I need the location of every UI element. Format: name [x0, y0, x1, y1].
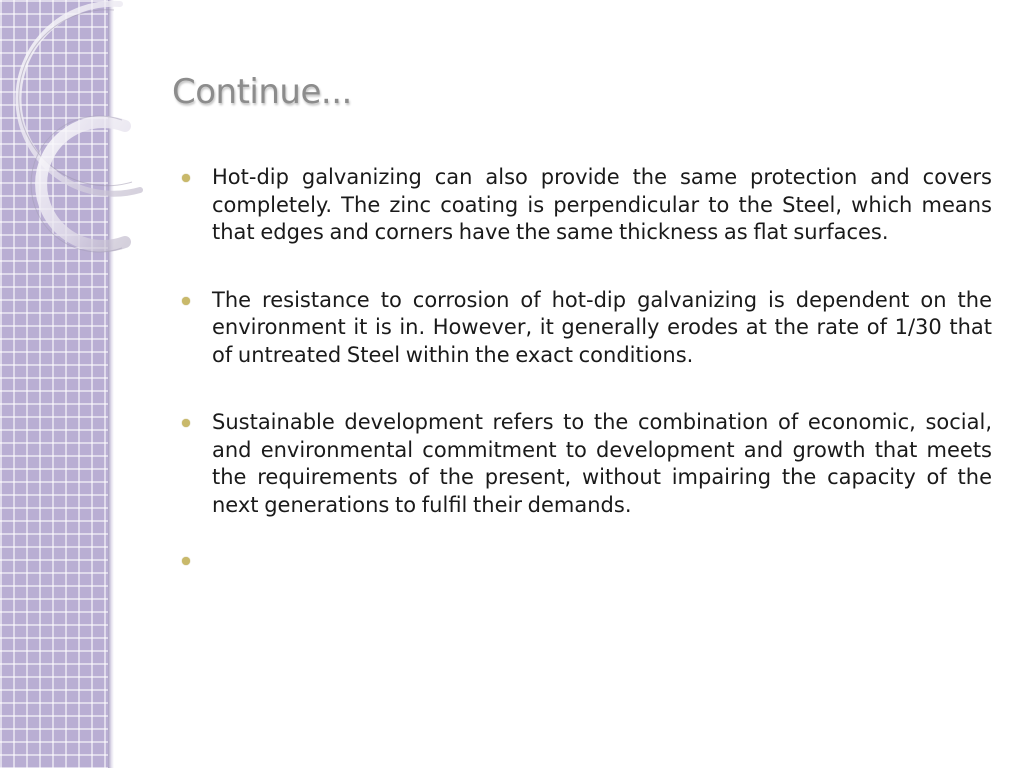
bullet-dot-icon	[182, 174, 190, 182]
list-item-empty	[182, 547, 992, 574]
list-item	[182, 409, 992, 519]
slide-title: Continue...	[172, 72, 352, 112]
bullet-dot-icon	[182, 297, 190, 305]
bullet-dot-icon	[182, 419, 190, 427]
bullet-text: Sustainable development refers to the combination of economic, social, and environmental commitment to development and growth that meets the requirements of the present, without impairing the capacity of the next generations to fulfil their demands.	[212, 410, 992, 517]
bullet-list	[182, 164, 992, 574]
bullet-dot-icon	[182, 557, 190, 565]
bullet-text: The resistance to corrosion of hot-dip galvanizing is dependent on the environment it is in. However, it generally erodes at the rate of 1/30 that of untreated Steel within the exact conditions.	[212, 287, 992, 367]
ring-decoration-icon	[0, 0, 180, 260]
list-item	[182, 164, 992, 247]
list-item	[182, 287, 992, 370]
bullet-text: Hot-dip galvanizing can also provide the same protection and covers completely. The zinc coating is perpendicular to the Steel, which means that edges and corners have the same thickness as flat surfaces.	[212, 165, 992, 244]
